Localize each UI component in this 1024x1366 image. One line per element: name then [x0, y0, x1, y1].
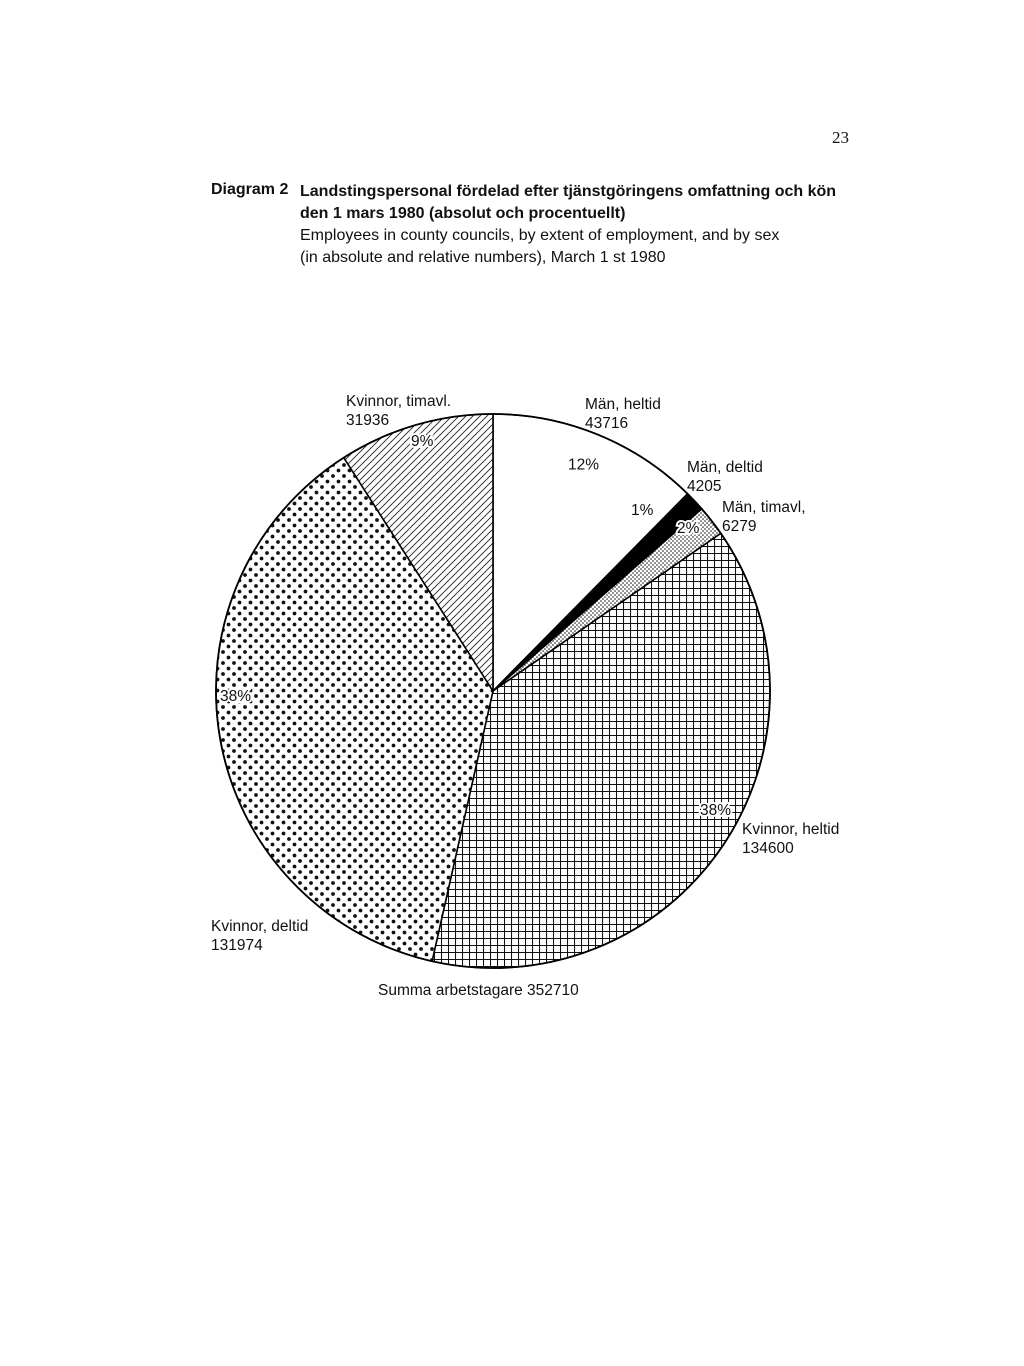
slice-value-label: 131974	[211, 937, 263, 954]
slice-name-label: Män, heltid	[585, 396, 661, 413]
slice-percent-label: 9%	[411, 433, 434, 450]
slice-value-label: 43716	[585, 415, 629, 432]
caption-title-en-line-2: (in absolute and relative numbers), March 1 st 1980	[300, 249, 666, 266]
caption-prefix: Diagram 2	[211, 181, 289, 198]
slice-name-label: Män, deltid	[687, 459, 763, 476]
page-number: 23	[832, 128, 849, 147]
slice-value-label: 4205	[687, 478, 722, 495]
slice-percent-label: 38%	[700, 802, 732, 819]
caption-title-sv-line-1: Landstingspersonal fördelad efter tjänstgöringens omfattning och kön	[300, 183, 837, 200]
slice-name-label: Kvinnor, timavl.	[346, 393, 452, 410]
slice-value-label: 6279	[722, 518, 757, 535]
caption-title-en-line-1: Employees in county councils, by extent of employment, and by sex	[300, 227, 780, 244]
slice-name-label: Kvinnor, heltid	[742, 821, 840, 838]
caption-title-sv-line-2: den 1 mars 1980 (absolut och procentuellt)	[300, 205, 626, 222]
slice-percent-label: 12%	[568, 456, 600, 474]
slice-name-label: Kvinnor, deltid	[211, 918, 309, 935]
total-label: Summa arbetstagare 352710	[378, 982, 579, 999]
slice-name-label: Män, timavl,	[722, 499, 806, 516]
slice-percent-label: 1%	[631, 502, 654, 519]
slice-value-label: 31936	[346, 412, 390, 429]
slice-percent-label: 2%	[677, 520, 700, 537]
slice-value-label: 134600	[742, 840, 794, 857]
slice-percent-label: 38%	[220, 688, 252, 705]
